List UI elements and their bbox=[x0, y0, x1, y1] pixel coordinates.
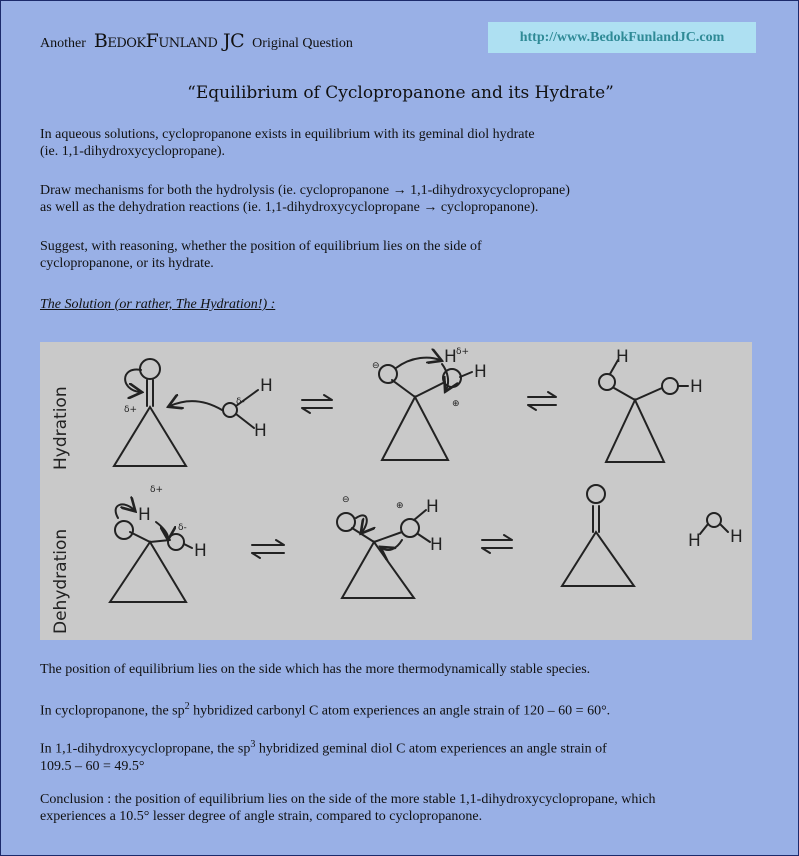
svg-text:H: H bbox=[688, 531, 701, 551]
svg-text:⊕: ⊕ bbox=[452, 399, 460, 409]
oxygen-atom bbox=[140, 359, 160, 379]
svg-text:H: H bbox=[444, 347, 457, 367]
header-line bbox=[40, 30, 353, 52]
svg-text:H: H bbox=[430, 535, 443, 555]
row-label-dehydration: Dehydration bbox=[51, 528, 71, 634]
mechanism-drawing bbox=[40, 342, 752, 640]
svg-text:H: H bbox=[194, 541, 207, 561]
svg-text:H: H bbox=[254, 421, 267, 441]
question-paragraph-1: In aqueous solutions, cyclopropanone exists in equilibrium with its geminal diol hydrate (ie. 1,1-dihydroxycyclopropane). bbox=[40, 127, 535, 159]
svg-text:δ+: δ+ bbox=[456, 347, 470, 357]
svg-text:⊖: ⊖ bbox=[372, 361, 380, 371]
svg-text:⊖: ⊖ bbox=[342, 495, 350, 505]
svg-text:⊕: ⊕ bbox=[396, 501, 404, 511]
svg-text:δ+: δ+ bbox=[124, 405, 138, 415]
svg-text:H: H bbox=[426, 497, 439, 517]
row-label-hydration: Hydration bbox=[51, 386, 71, 470]
header-prefix: Another bbox=[40, 36, 86, 51]
answer-2: In cyclopropanone, the $sp^2$ hybridized carbonyl C atom experiences an angle strain of 120 – 60 = 60°. bbox=[40, 701, 611, 719]
svg-text:δ+: δ+ bbox=[150, 485, 164, 495]
svg-text:H: H bbox=[730, 527, 743, 547]
svg-text:H: H bbox=[474, 362, 487, 382]
page-title: “Equilibrium of Cyclopropanone and its Hydrate” bbox=[187, 83, 614, 103]
svg-text:H: H bbox=[690, 377, 703, 397]
question-paragraph-3: Suggest, with reasoning, whether the position of equilibrium lies on the side of cyclopropanone, or its hydrate. bbox=[40, 239, 482, 271]
website-link[interactable]: http://www.BedokFunlandJC.com bbox=[488, 22, 756, 53]
answer-3: In 1,1-dihydroxycyclopropane, the $sp^3$ hybridized geminal diol C atom experiences an angle strain of 109.5 – 60 = 49.5° bbox=[40, 739, 607, 774]
header-suffix: Original Question bbox=[252, 36, 353, 51]
svg-text:H: H bbox=[616, 347, 629, 367]
brand-logo-text: BedokFunland JC bbox=[93, 30, 245, 52]
svg-text:δ-: δ- bbox=[178, 523, 187, 533]
question-paragraph-2: Draw mechanisms for both the hydrolysis (ie. cyclopropanone → 1,1-dihydroxycyclopropane) as well as the dehydration reactions (ie. 1,1-dihydroxycyclopropane → cyclopropanone). bbox=[40, 183, 570, 215]
solution-heading: The Solution (or rather, The Hydration!) : bbox=[40, 297, 276, 312]
svg-text:H: H bbox=[260, 376, 273, 396]
svg-text:δ-: δ- bbox=[236, 397, 245, 407]
answer-conclusion: Conclusion : the position of equilibrium lies on the side of the more stable 1,1-dihydroxycyclopropane, which experiences a 10.5° lesser degree of angle strain, compared to cyclopropanone. bbox=[40, 792, 656, 824]
svg-text:H: H bbox=[138, 505, 151, 525]
cyclopropane-ring bbox=[114, 407, 186, 466]
answer-1: The position of equilibrium lies on the side which has the more thermodynamically stable species. bbox=[40, 662, 591, 677]
mechanism-diagram bbox=[40, 342, 752, 640]
